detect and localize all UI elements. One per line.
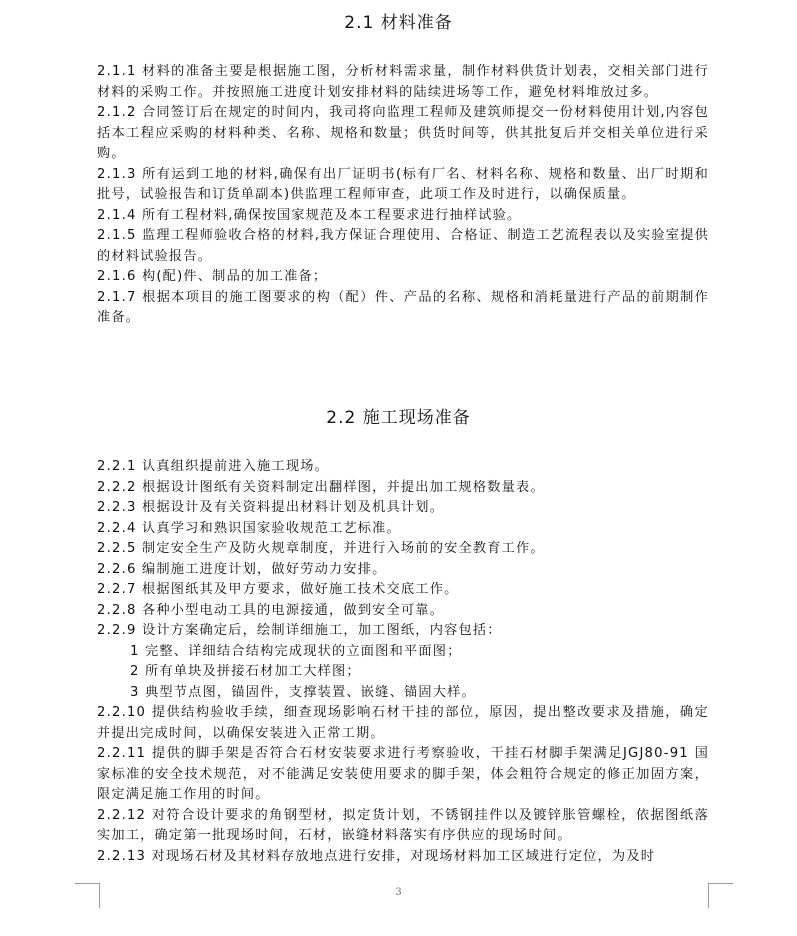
paragraph-2-1-2: 2.1.2 合同签订后在规定的时间内，我司将向监理工程师及建筑师提交一份材料使用计划,内容包括本工程应采购的材料种类、名称、规格和数量；供货时间等，供其批复后并交相关单位进行采购。 bbox=[97, 105, 709, 161]
page-number: 3 bbox=[395, 887, 402, 898]
paragraph-2-2-4: 2.2.4 认真学习和熟识国家验收规范工艺标准。 bbox=[97, 520, 401, 536]
paragraph-2-1-5: 2.1.5 监理工程师验收合格的材料,我方保证合理使用、合格证、制造工艺流程表以及实验室提供的材料试验报告。 bbox=[97, 228, 709, 264]
paragraph-2-2-3: 2.2.3 根据设计及有关资料提出材料计划及机具计划。 bbox=[97, 500, 445, 515]
paragraph-2-2-10: 2.2.10 提供结构验收手续，细查现场影响石材干挂的部位，原因，提出整改要求及措施，确定并提出完成时间，以确保安装进入正常工期。 bbox=[97, 705, 709, 741]
paragraph-2-1-6: 2.1.6 构(配)件、制品的加工准备； bbox=[97, 269, 328, 284]
paragraph-2-2-12: 2.2.12 对符合设计要求的角钢型材，拟定货计划，不锈钢挂件以及镀锌胀管螺栓，依据图纸落实加工，确定第一批现场时间，石材，嵌缝材料落实有序供应的现场时间。 bbox=[97, 807, 709, 843]
list-item: 3 典型节点图，锚固件，支撑装置、嵌缝、锚固大样。 bbox=[130, 684, 476, 700]
paragraph-2-2-11: 2.2.11 提供的脚手架是否符合石材安装要求进行考察验收，干挂石材脚手架满足JGJ80-91 国家标准的安全技术规范，对不能满足安装使用要求的脚手架，体会粗符合规定的修正加固方案，限定满足施工作用的时间。 bbox=[97, 746, 709, 802]
paragraph-2-2-2: 2.2.2 根据设计图纸有关资料制定出翻样图，并提出加工规格数量表。 bbox=[97, 479, 545, 495]
section-body-site-preparation bbox=[97, 457, 709, 867]
paragraph-2-1-4: 2.1.4 所有工程材料,确保按国家规范及本工程要求进行抽样试验。 bbox=[97, 207, 522, 223]
paragraph-2-1-7: 2.1.7 根据本项目的施工图要求的构（配）件、产品的名称、规格和消耗量进行产品的前期制作准备。 bbox=[97, 289, 709, 325]
list-item: 1 完整、详细结合结构完成现状的立面图和平面图； bbox=[130, 643, 462, 659]
list-item: 2 所有单块及拼接石材加工大样图； bbox=[130, 664, 361, 679]
paragraph-2-1-3: 2.1.3 所有运到工地的材料,确保有出厂证明书(标有厂名、材料名称、规格和数量、出厂时期和批号，试验报告和订货单副本)供监理工程师审查，此项工作及时进行，以确保质量。 bbox=[97, 166, 709, 202]
paragraph-2-2-7: 2.2.7 根据图纸其及甲方要求，做好施工技术交底工作。 bbox=[97, 582, 459, 597]
paragraph-2-2-8: 2.2.8 各种小型电动工具的电源接通，做到安全可靠。 bbox=[97, 602, 445, 618]
paragraph-2-2-6: 2.2.6 编制施工进度计划，做好劳动力安排。 bbox=[97, 561, 387, 577]
paragraph-2-2-1: 2.2.1 认真组织提前进入施工现场。 bbox=[97, 459, 329, 474]
section-heading-site-preparation: 2.2 施工现场准备 bbox=[326, 408, 471, 428]
paragraph-2-2-13: 2.2.13 对现场石材及其材料存放地点进行安排，对现场材料加工区域进行定位，为及时 bbox=[97, 848, 656, 864]
paragraph-2-2-5: 2.2.5 制定安全生产及防火规章制度，并进行入场前的安全教育工作。 bbox=[97, 541, 545, 556]
section-heading-material-preparation: 2.1 材料准备 bbox=[344, 13, 453, 33]
paragraph-2-2-9: 2.2.9 设计方案确定后，绘制详细施工，加工图纸，内容包括： bbox=[97, 623, 502, 638]
paragraph-2-1-1: 2.1.1 材料的准备主要是根据施工图，分析材料需求量，制作材料供货计划表，交相关部门进行材料的采购工作。并按照施工进度计划安排材料的陆续进场等工作，避免材料堆放过多。 bbox=[97, 64, 709, 100]
section-body-material-preparation bbox=[97, 62, 709, 329]
